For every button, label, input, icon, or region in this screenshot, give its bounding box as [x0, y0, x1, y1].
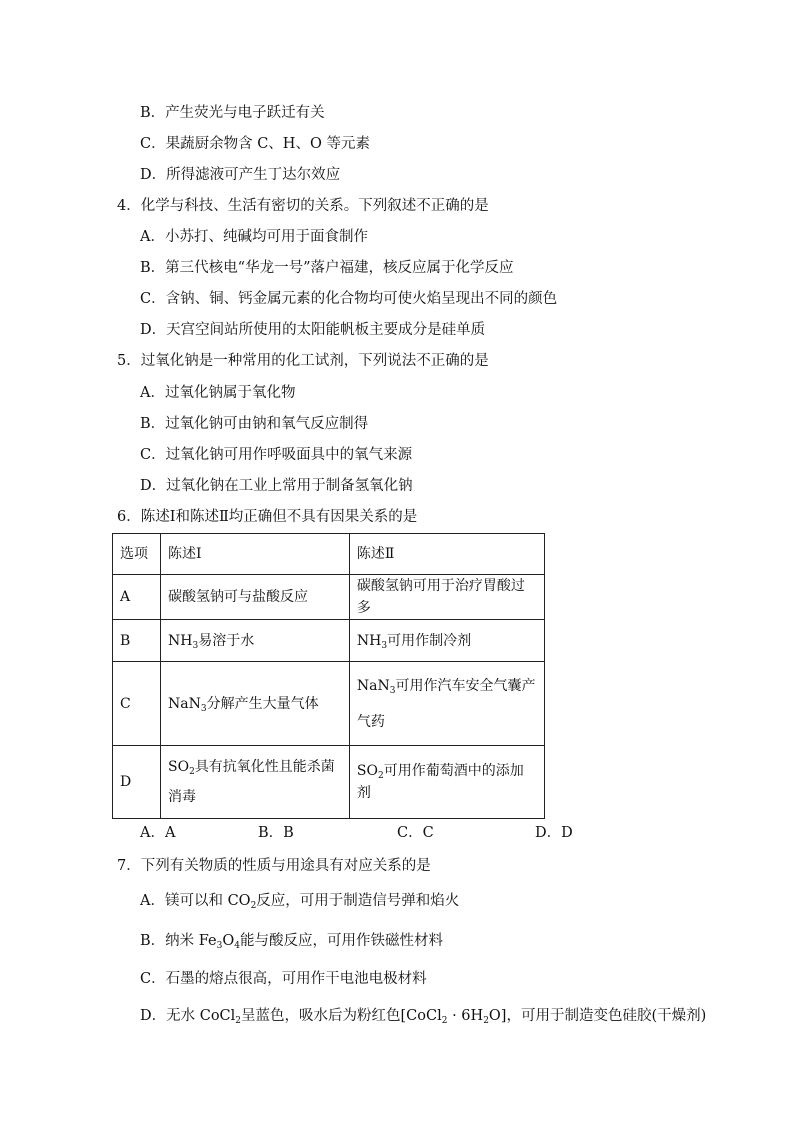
header-statement-2: 陈述Ⅱ: [349, 534, 544, 575]
q6-table: [112, 533, 545, 819]
statement-2: [349, 746, 544, 819]
statement-2: 碳酸氢钠可用于治疗胃酸过多: [349, 575, 544, 620]
q5-option-c: C．过氧化钠可用作呼吸面具中的氧气来源: [140, 447, 413, 463]
statement-1: 碳酸氢钠可与盐酸反应: [161, 575, 350, 620]
q5-option-d: D．过氧化钠在工业上常用于制备氢氧化钠: [140, 478, 413, 494]
q3-option-d: D．所得滤液可产生丁达尔效应: [140, 167, 341, 183]
q6-stem: 6．陈述Ⅰ和陈述Ⅱ均正确但不具有因果关系的是: [117, 509, 418, 525]
subscript: 2: [483, 1016, 489, 1026]
row-option: A: [113, 575, 161, 620]
q3-option-b: B．产生荧光与电子跃迁有关: [140, 105, 325, 121]
subscript: 4: [234, 941, 240, 951]
option-text: B．纳米 Fe: [140, 933, 217, 949]
q6-choice-b: B．B: [258, 825, 294, 841]
statement-1: [161, 746, 350, 819]
statement-text: 可用作葡萄酒中的添加剂: [356, 763, 524, 801]
q6-choices: [140, 823, 580, 843]
statement-text: 分解产生大量气体: [206, 695, 319, 712]
q4-option-b: B．第三代核电“华龙一号”落户福建，核反应属于化学反应: [140, 260, 514, 276]
q7-option-c: C．石墨的熔点很高，可用作干电池电极材料: [140, 971, 427, 987]
subscript: 2: [378, 771, 384, 781]
subscript: 2: [189, 767, 195, 777]
option-text: 呈蓝色，吸水后为粉红色[CoCl: [241, 1008, 442, 1024]
q4-stem: 4．化学与科技、生活有密切的关系。下列叙述不正确的是: [117, 198, 489, 214]
statement-text-continued: 消毒: [168, 789, 196, 805]
q7-option-a: [140, 891, 459, 911]
q4-option-a: A．小苏打、纯碱均可用于面食制作: [140, 229, 368, 245]
option-text: 能与酸反应，可用作铁磁性材料: [239, 933, 443, 949]
table-row: [113, 662, 545, 746]
q6-choice-c: C．C: [397, 825, 434, 841]
statement-text-continued: 气药: [356, 713, 385, 730]
q7-stem: 7．下列有关物质的性质与用途具有对应关系的是: [117, 858, 431, 874]
header-option: 选项: [113, 534, 161, 575]
q5-option-b: B．过氧化钠可由钠和氧气反应制得: [140, 416, 369, 432]
row-option: D: [113, 746, 161, 819]
statement-1: [161, 620, 350, 662]
q4-option-c: C．含钠、铜、钙金属元素的化合物均可使火焰呈现出不同的颜色: [140, 291, 558, 307]
statement-text: 易溶于水: [198, 632, 255, 649]
option-text: A．镁可以和 CO: [140, 893, 251, 909]
q7-option-b: [140, 931, 443, 951]
q5-stem: 5．过氧化钠是一种常用的化工试剂，下列说法不正确的是: [117, 353, 489, 369]
option-text: D．无水 CoCl: [140, 1008, 236, 1024]
option-text: O]，可用于制造变色硅胶(干燥剂): [488, 1008, 707, 1024]
q3-option-c: C．果蔬厨余物含 C、H、O 等元素: [140, 136, 370, 152]
header-statement-1: 陈述Ⅰ: [161, 534, 350, 575]
table-header-row: [113, 534, 545, 575]
formula-text: NH: [356, 632, 382, 649]
statement-text: 可用作制冷剂: [387, 632, 472, 649]
formula-text: NaN: [168, 695, 201, 712]
formula-text: O: [222, 933, 235, 949]
q7-option-d: [140, 1006, 706, 1026]
subscript: 2: [441, 1016, 448, 1026]
subscript: 3: [216, 941, 223, 951]
subscript: 3: [200, 703, 207, 714]
table-row: [113, 620, 545, 662]
subscript: 2: [250, 901, 257, 911]
statement-2: [349, 620, 544, 662]
statement-1: [161, 662, 350, 746]
q6-choice-a: A．A: [140, 825, 176, 841]
q5-option-a: A．过氧化钠属于氧化物: [140, 385, 296, 401]
table-row: [113, 746, 545, 819]
statement-2: [349, 662, 544, 746]
table-row: [113, 575, 545, 620]
row-option: B: [113, 620, 161, 662]
subscript: 3: [381, 640, 388, 651]
subscript: 2: [235, 1016, 242, 1026]
option-text: 反应，可用于制造信号弹和焰火: [256, 893, 460, 909]
subscript: 3: [389, 685, 396, 696]
formula-text: NH: [168, 632, 193, 649]
formula-text: SO: [168, 759, 190, 775]
formula-text: NaN: [356, 677, 390, 694]
statement-text: 具有抗氧化性且能杀菌: [194, 759, 335, 775]
subscript: 3: [192, 640, 199, 651]
statement-text: 可用作汽车安全气囊产: [395, 677, 536, 694]
formula-text: · 6H: [447, 1008, 484, 1024]
formula-text: SO: [356, 763, 378, 779]
row-option: C: [113, 662, 161, 746]
q4-option-d: D．天宫空间站所使用的太阳能帆板主要成分是硅单质: [140, 322, 486, 338]
q6-choice-d: D．D: [535, 825, 573, 841]
